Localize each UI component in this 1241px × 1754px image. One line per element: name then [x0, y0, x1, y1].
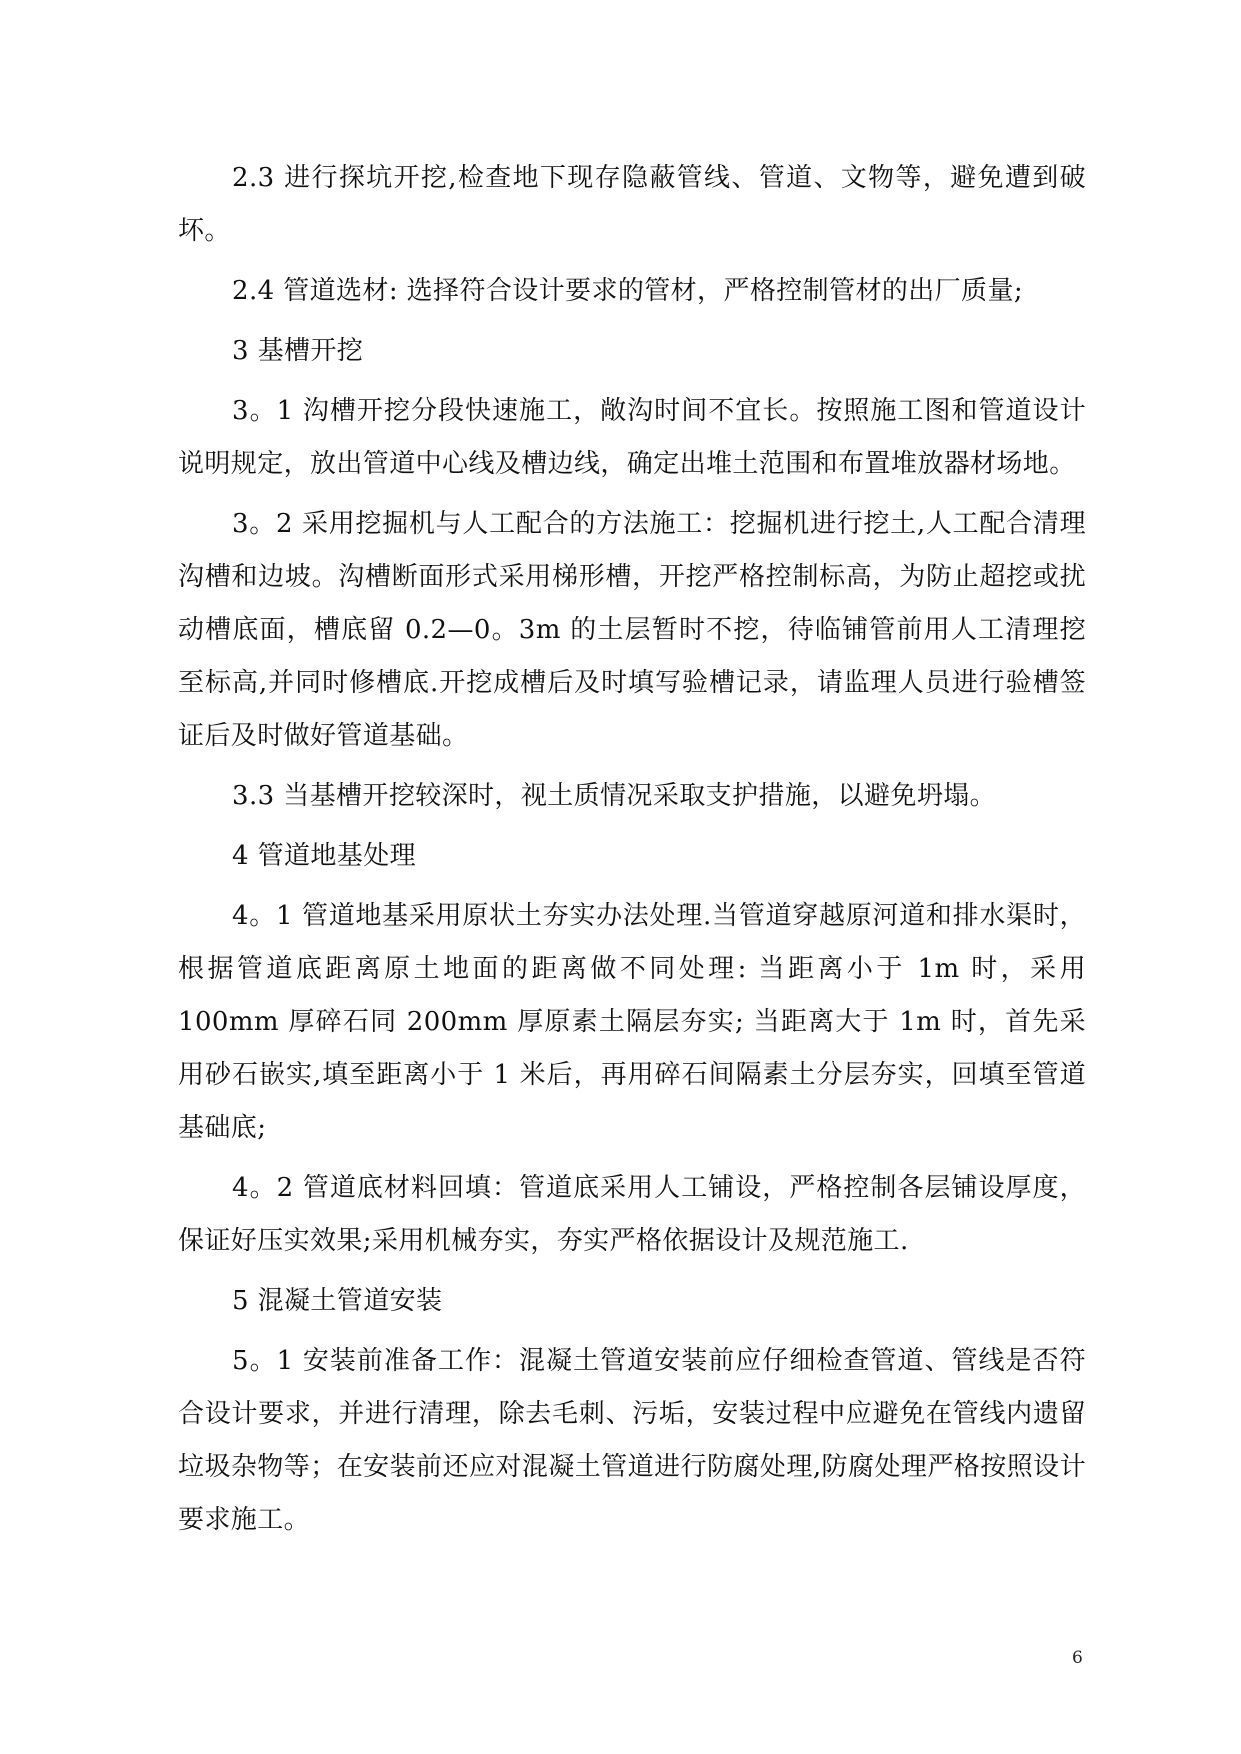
paragraph-4-2: 4。2 管道底材料回填：管道底采用人工铺设，严格控制各层铺设厚度，保证好压实效果;采用机械夯实，夯实严格依据设计及规范施工. [178, 1173, 1086, 1256]
section-heading-4: 4 管道地基处理 [232, 841, 417, 871]
paragraph-5-1: 5。1 安装前准备工作：混凝土管道安装前应仔细检查管道、管线是否符合设计要求，并进行清理，除去毛刺、污垢，安装过程中应避免在管线内遗留垃圾杂物等；在安装前还应对混凝土管道进行防腐处理,防腐处理严格按照设计要求施工。 [178, 1346, 1086, 1535]
paragraph-3-2: 3。2 采用挖掘机与人工配合的方法施工：挖掘机进行挖土,人工配合清理沟槽和边坡。沟槽断面形式采用梯形槽，开挖严格控制标高，为防止超挖或扰动槽底面，槽底留 0.2—0。3m 的土层暂时不挖，待临铺管前用人工清理挖至标高,并同时修槽底.开挖成槽后及时填写验槽记录，请监理人员进行验槽签证后及时做好管道基础。 [178, 509, 1086, 751]
page-number: 6 [1072, 1648, 1083, 1668]
body-text [178, 152, 1086, 1554]
section-heading-3: 3 基槽开挖 [232, 336, 364, 366]
paragraph-2-4: 2.4 管道选材: 选择符合设计要求的管材，严格控制管材的出厂质量; [232, 276, 1023, 306]
paragraph-2-3: 2.3 进行探坑开挖,检查地下现存隐蔽管线、管道、文物等，避免遭到破坏。 [178, 163, 1086, 246]
section-heading-5: 5 混凝土管道安装 [232, 1286, 443, 1316]
paragraph-3-1: 3。1 沟槽开挖分段快速施工，敞沟时间不宜长。按照施工图和管道设计说明规定，放出管道中心线及槽边线，确定出堆土范围和布置堆放器材场地。 [178, 396, 1086, 479]
paragraph-3-3: 3.3 当基槽开挖较深时，视土质情况采取支护措施，以避免坍塌。 [232, 781, 997, 811]
paragraph-4-1: 4。1 管道地基采用原状土夯实办法处理.当管道穿越原河道和排水渠时，根据管道底距离原土地面的距离做不同处理: 当距离小于 1m 时，采用 100mm 厚碎石同 200mm 厚原素土隔层夯实; 当距离大于 1m 时，首先采用砂石嵌实,填至距离小于 1 米后，再用碎石间隔素土分层夯实，回填至管道基础底; [178, 901, 1086, 1143]
